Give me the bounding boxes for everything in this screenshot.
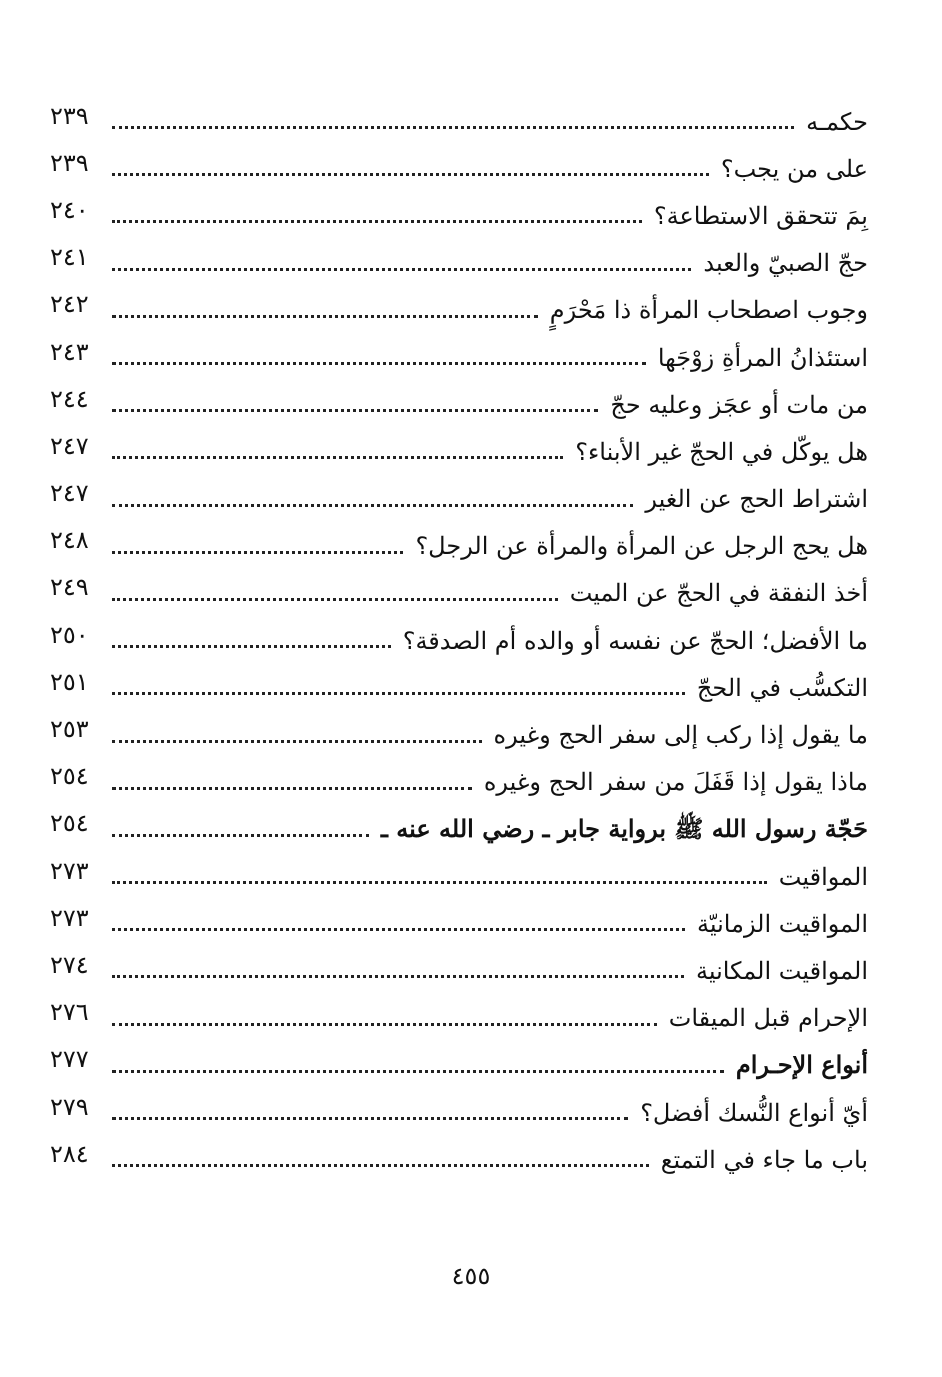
toc-entry-page-number: ٢٣٩ — [50, 148, 89, 177]
toc-entry-title: المواقيت — [778, 862, 868, 891]
toc-entry-title: المواقيت المكانية — [695, 956, 868, 985]
toc-entry-page-number: ٢٤١ — [50, 243, 89, 272]
toc-entry-title: ما الأفضل؛ الحجّ عن نفسه أو والده أم الصدقة؟ — [402, 626, 868, 655]
toc-entry-page-number: ٢٤٠ — [50, 195, 89, 224]
toc-entry-page-number: ٢٥١ — [50, 667, 89, 696]
toc-entry — [50, 1089, 868, 1136]
page-number: ٤٥٥ — [451, 1262, 491, 1290]
dot-leader — [112, 315, 538, 318]
toc-entry — [50, 240, 868, 287]
dot-leader — [112, 551, 403, 554]
toc-entry — [50, 98, 868, 145]
toc-entry — [50, 381, 868, 428]
toc-entry-page-number: ٢٥٠ — [50, 620, 89, 649]
dot-leader — [112, 787, 472, 790]
toc-entry-title: أخذ النفقة في الحجّ عن الميت — [569, 579, 868, 608]
toc-entry-title: على من يجب؟ — [720, 154, 868, 183]
dot-leader — [112, 1117, 628, 1120]
table-of-contents — [50, 98, 868, 1183]
toc-entry — [50, 853, 868, 900]
toc-entry-page-number: ٢٧٤ — [50, 950, 89, 979]
toc-entry-title: حجّ الصبيّ والعبد — [703, 249, 868, 278]
dot-leader — [112, 126, 794, 129]
toc-entry — [50, 664, 868, 711]
toc-entry — [50, 759, 868, 806]
toc-entry-page-number: ٢٨٤ — [50, 1139, 89, 1168]
toc-entry-title: من مات أو عجَز وعليه حجّ — [610, 390, 868, 419]
toc-entry-page-number: ٢٧٣ — [50, 903, 89, 932]
toc-entry-page-number: ٢٤٤ — [50, 384, 89, 413]
toc-entry-page-number: ٢٥٤ — [50, 809, 89, 838]
toc-entry-title: ماذا يقول إذا قَفَلَ من سفر الحج وغيره — [483, 768, 868, 797]
toc-entry — [50, 995, 868, 1042]
toc-entry-title: التكسُّب في الحجّ — [696, 673, 868, 702]
toc-entry — [50, 476, 868, 523]
toc-entry-page-number: ٢٧٣ — [50, 856, 89, 885]
dot-leader — [112, 409, 598, 412]
toc-entry-title: باب ما جاء في التمتع — [660, 1145, 868, 1174]
toc-entry-title: اشتراط الحج عن الغير — [645, 485, 868, 514]
dot-leader — [112, 598, 558, 601]
dot-leader — [112, 692, 685, 695]
toc-entry-page-number: ٢٤٢ — [50, 290, 89, 319]
dot-leader — [112, 1164, 649, 1167]
toc-entry-page-number: ٢٤٨ — [50, 526, 89, 555]
dot-leader — [112, 504, 633, 507]
dot-leader — [112, 975, 684, 978]
toc-entry-title: حَجّة رسول الله ﷺ برواية جابر ـ رضي الله عنه ـ — [380, 814, 868, 844]
toc-entry — [50, 570, 868, 617]
dot-leader — [112, 220, 642, 223]
toc-entry-title: المواقيت الزمانيّة — [696, 909, 868, 938]
toc-entry-page-number: ٢٤٩ — [50, 573, 89, 602]
toc-entry-page-number: ٢٤٣ — [50, 337, 89, 366]
toc-entry-page-number: ٢٤٧ — [50, 431, 89, 460]
toc-entry-page-number: ٢٥٣ — [50, 715, 89, 744]
dot-leader — [112, 1023, 657, 1026]
toc-entry-title: أنواع الإحـرام — [735, 1050, 868, 1080]
toc-entry-title: أيّ أنواع النُّسك أفضل؟ — [640, 1098, 868, 1127]
toc-entry-title: هل يحج الرجل عن المرأة والمرأة عن الرجل؟ — [415, 532, 868, 561]
toc-entry-title: حكمـه — [806, 107, 868, 136]
toc-entry-title: الإحرام قبل الميقات — [668, 1004, 868, 1033]
toc-entry — [50, 617, 868, 664]
dot-leader — [112, 173, 709, 176]
toc-entry — [50, 711, 868, 758]
toc-entry — [50, 900, 868, 947]
toc-entry — [50, 334, 868, 381]
toc-entry-title: وجوب اصطحاب المرأة ذا مَحْرَمٍ — [549, 296, 868, 325]
dot-leader — [112, 740, 482, 743]
toc-entry-page-number: ٢٧٧ — [50, 1045, 89, 1074]
dot-leader — [112, 881, 767, 884]
toc-entry — [50, 428, 868, 475]
toc-entry — [50, 1042, 868, 1089]
toc-entry — [50, 947, 868, 994]
toc-entry-title: بِمَ تتحقق الاستطاعة؟ — [653, 201, 868, 230]
toc-entry-page-number: ٢٣٩ — [50, 101, 89, 130]
dot-leader — [112, 645, 391, 648]
toc-entry — [50, 523, 868, 570]
toc-entry — [50, 145, 868, 192]
toc-entry — [50, 192, 868, 239]
dot-leader — [112, 1070, 724, 1073]
dot-leader — [112, 268, 691, 271]
dot-leader — [112, 928, 685, 931]
toc-entry — [50, 287, 868, 334]
toc-entry-title: هل يوكّل في الحجّ غير الأبناء؟ — [575, 437, 868, 466]
dot-leader — [112, 456, 563, 459]
toc-entry-page-number: ٢٥٤ — [50, 762, 89, 791]
toc-entry-page-number: ٢٧٦ — [50, 998, 89, 1027]
toc-entry-page-number: ٢٤٧ — [50, 479, 89, 508]
dot-leader — [112, 362, 646, 365]
toc-entry-page-number: ٢٧٩ — [50, 1092, 89, 1121]
toc-entry-title: ما يقول إذا ركب إلى سفر الحج وغيره — [493, 721, 868, 750]
toc-entry — [50, 1136, 868, 1183]
dot-leader — [112, 834, 369, 837]
toc-entry-title: استئذانُ المرأةِ زوْجَها — [657, 343, 868, 372]
toc-entry — [50, 806, 868, 853]
